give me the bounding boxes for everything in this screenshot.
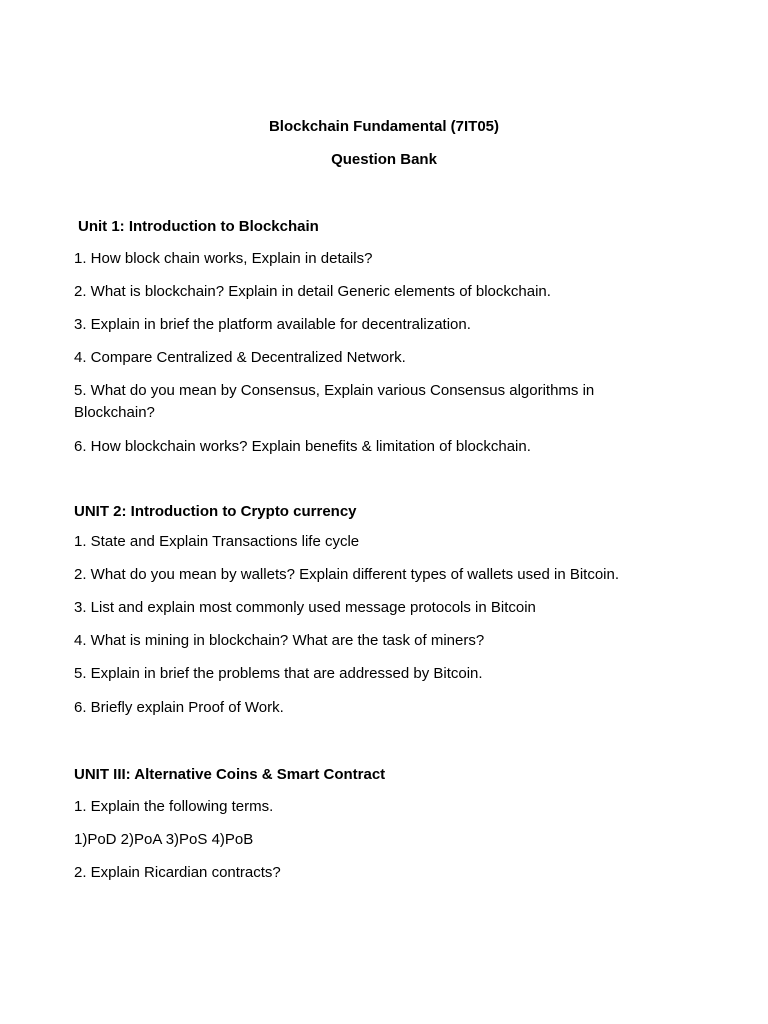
question-item: 1)PoD 2)PoA 3)PoS 4)PoB <box>74 831 254 848</box>
document-subtitle: Question Bank <box>331 151 437 168</box>
document-title: Blockchain Fundamental (7IT05) <box>268 118 500 135</box>
question-item: 4. Compare Centralized & Decentralized Network. <box>74 349 406 366</box>
unit-heading: UNIT III: Alternative Coins & Smart Contract <box>74 766 386 783</box>
unit-heading: Unit 1: Introduction to Blockchain <box>78 218 319 235</box>
question-item: 2. What is blockchain? Explain in detail Generic elements of blockchain. <box>74 283 551 300</box>
question-item: 1. State and Explain Transactions life cycle <box>74 533 360 550</box>
question-item: 3. Explain in brief the platform available for decentralization. <box>74 316 471 333</box>
question-item: 6. Briefly explain Proof of Work. <box>74 699 284 716</box>
question-item: 1. Explain the following terms. <box>74 798 274 815</box>
question-item: 5. Explain in brief the problems that are addressed by Bitcoin. <box>74 665 483 682</box>
question-item: 3. List and explain most commonly used message protocols in Bitcoin <box>74 599 536 616</box>
question-item: 6. How blockchain works? Explain benefits & limitation of blockchain. <box>74 438 531 455</box>
question-item: 4. What is mining in blockchain? What are the task of miners? <box>74 632 485 649</box>
question-item: 2. Explain Ricardian contracts? <box>74 864 281 881</box>
unit-heading: UNIT 2: Introduction to Crypto currency <box>74 503 357 520</box>
question-item: 2. What do you mean by wallets? Explain different types of wallets used in Bitcoin. <box>74 566 620 583</box>
question-item: 5. What do you mean by Consensus, Explain various Consensus algorithms in Blockchain? <box>74 382 595 421</box>
question-item: 1. How block chain works, Explain in details? <box>74 250 373 267</box>
